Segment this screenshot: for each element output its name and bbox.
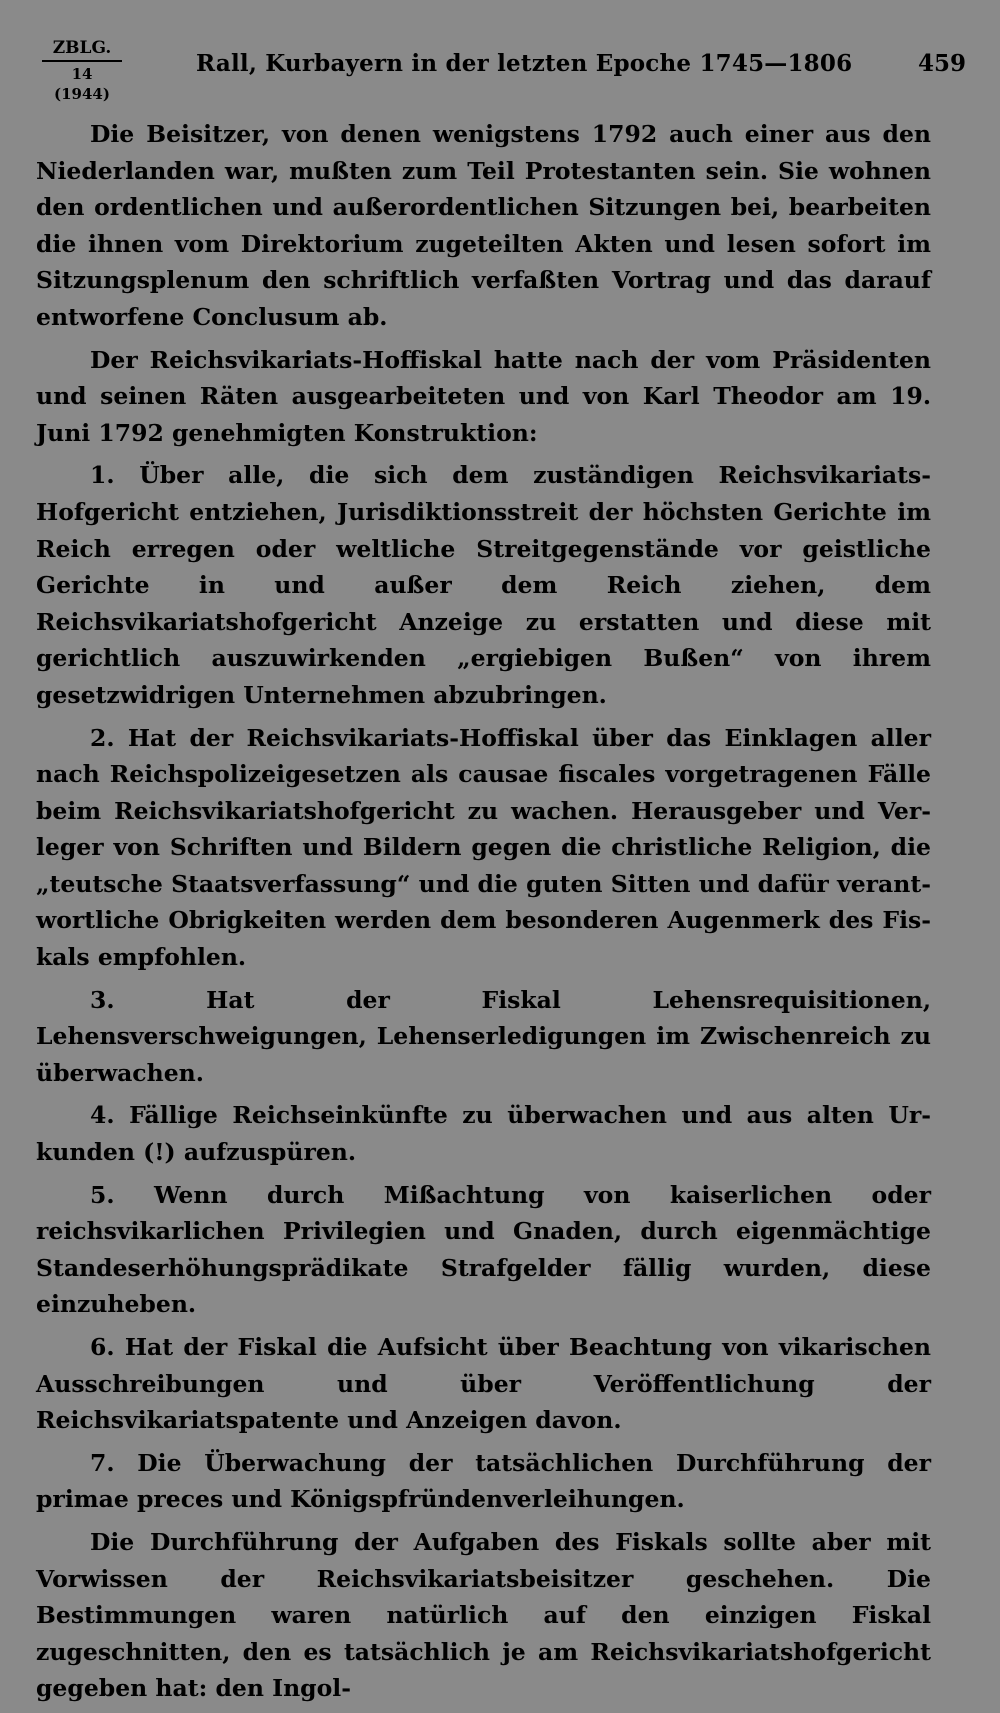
citation-journal-abbrev: ZBLG. xyxy=(42,38,122,62)
journal-citation xyxy=(42,38,122,104)
list-item: 7. Die Überwachung der tatsächlichen Durchführung der primae preces und Königspfründenverleihungen. xyxy=(36,1448,931,1514)
paragraph: Der Reichsvikariats-Hoffiskal hatte nach der vom Präsidenten und seinen Räten ausgearbeiteten und von Karl Theodor am 19. Juni 1792 genehmigten Konstruktion: xyxy=(36,345,931,447)
body-text xyxy=(36,116,931,1713)
list-item: 4. Fällige Reichseinkünfte zu überwachen und aus alten Urkunden (!) aufzuspüren. xyxy=(36,1101,931,1167)
list-item: 6. Hat der Fiskal die Aufsicht über Beachtung von vikarischen Ausschreibungen und über Veröffentlichung der Reichsvikariatspatente und Anzeigen davon. xyxy=(36,1333,931,1435)
list-item: 1. Über alle, die sich dem zuständigen Reichsvikariats-Hofgericht entziehen, Jurisdiktionsstreit der höchsten Gerichte im Reich erregen oder weltliche Streitgegenstände vor geistliche Gerichte in und außer dem Reich ziehen, dem Reichsvikariatshofgericht Anzeige zu erstatten und diese mit gerichtlich auszuwirkenden „ergiebigen Bußen“ von ihrem gesetzwidrigen Unternehmen abzubringen. xyxy=(36,461,931,709)
citation-volume-year: 14 (1944) xyxy=(54,65,110,103)
page-header xyxy=(36,38,966,103)
paragraph: Die Durchführung der Aufgaben des Fiskals sollte aber mit Vorwissen der Reichsvikariatsbeisitzer geschehen. Die Bestimmungen waren natürlich auf den einzigen Fiskal zugeschnitten, den es tatsächlich je am Reichsvikariatshofgericht gegeben hat: den Ingol- xyxy=(36,1527,931,1703)
list-item: 5. Wenn durch Mißachtung von kaiserlichen oder reichsvikarlichen Privilegien und Gnaden, durch eigenmächtige Standeserhöhungsprädikate Strafgelder fällig wurden, diese einzuheben. xyxy=(36,1180,931,1319)
list-item: 2. Hat der Reichsvikariats-Hoffiskal über das Einklagen aller nach Reichspolizeigesetzen als causae fiscales vorgetragenen Fälle beim Reichsvikariatshofgericht zu wachen. Herausgeber und Verleger von Schriften und Bildern gegen die christliche Religion, die „teutsche Staatsverfassung“ und die guten Sitten und dafür verantwortliche Obrigkeiten werden dem besonderen Augenmerk des Fiskals empfohlen. xyxy=(36,723,931,972)
page-number: 459 xyxy=(917,50,966,77)
running-title: Rall, Kurbayern in der letzten Epoche 1745—1806 xyxy=(196,50,853,77)
list-item: 3. Hat der Fiskal Lehensrequisitionen, Lehensverschweigungen, Lehenserledigungen im Zwischenreich zu überwachen. xyxy=(36,985,931,1087)
paragraph: Die Beisitzer, von denen wenigstens 1792 auch einer aus den Niederlanden war, mußten zum Teil Protestanten sein. Sie wohnen den ordentlichen und außerordentlichen Sitzungen bei, bearbeiten die ihnen vom Direktorium zugeteilten Akten und lesen sofort im Sitzungsplenum den schriftlich verfaßten Vortrag und das darauf entworfene Conclusum ab. xyxy=(36,120,931,331)
